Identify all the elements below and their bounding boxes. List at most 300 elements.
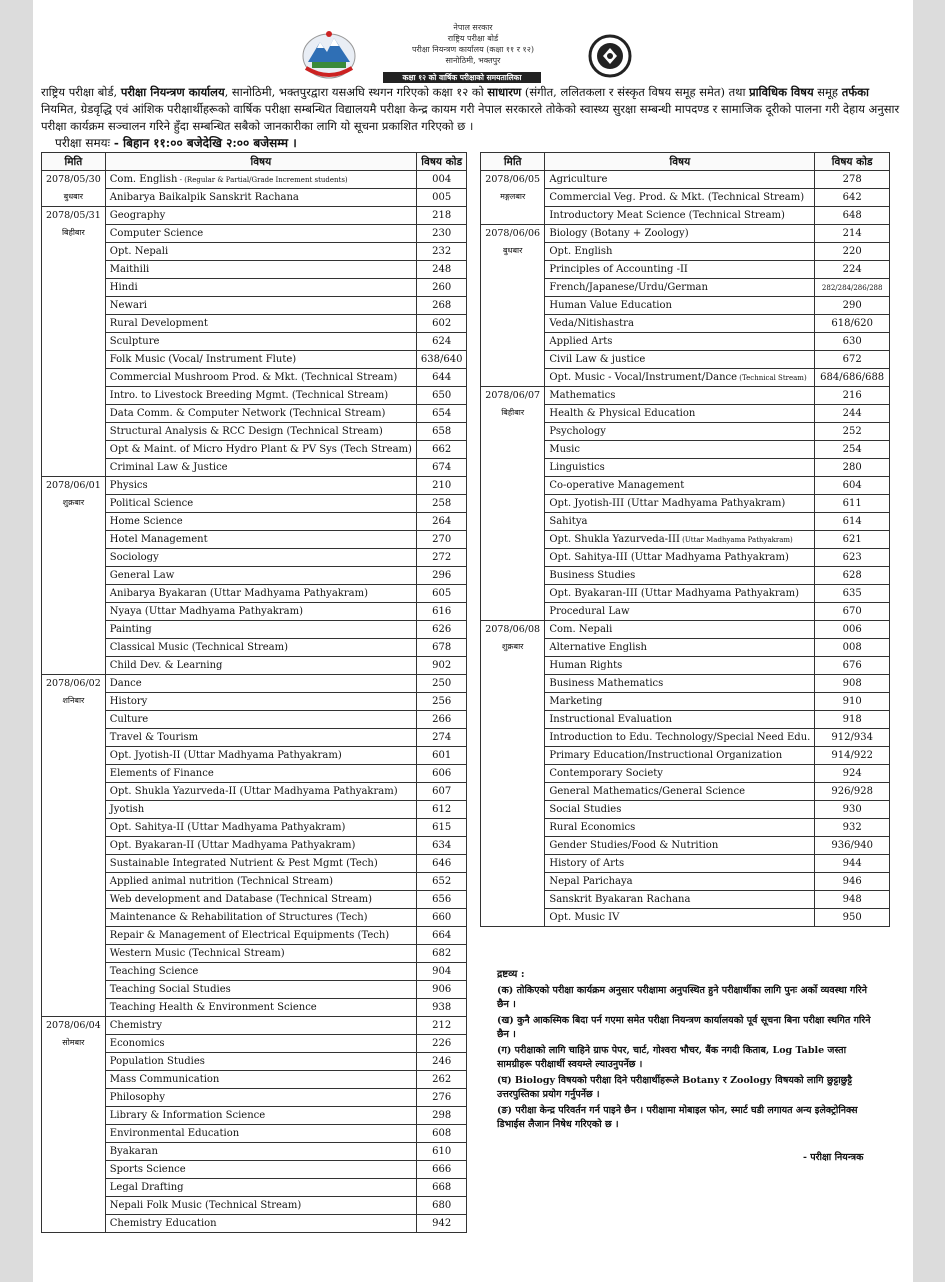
subject-code: 680 (416, 1197, 467, 1215)
subject-cell (545, 225, 815, 243)
table-row (42, 369, 467, 387)
intro-text: समूह (813, 85, 842, 99)
intro-text: नियमित, ग्रेडवृद्धि एवं आंशिक परीक्षार्थीहरूको वार्षिक परीक्षा सम्बन्धित विद्यालयमै परीक्षा केन्द्र कायम गरी नेपाल सरकारले तोकेको स्वास्थ्य सुरक्षा सम्बन्धी मापदण्ड र सामाजिक दूरीको पालना गरी देहाय अनुसार परीक्षा कार्यक्रम सञ्चालन गरिने हुँदा सम्बन्धित सबैको जानकारीका लागि यो सूचना प्रकाशित गरिएको छ । (41, 102, 900, 133)
subject-name: Data Comm. & Computer Network (Technical Stream) (109, 407, 386, 419)
table-row (42, 495, 467, 513)
subject-code: 256 (416, 693, 467, 711)
subject-cell (545, 837, 815, 855)
subject-cell (105, 1035, 416, 1053)
subject-cell (545, 405, 815, 423)
subject-cell (105, 279, 416, 297)
subject-code: 268 (416, 297, 467, 315)
subject-name: Physics (109, 479, 148, 491)
subject-code: 606 (416, 765, 467, 783)
table-row (481, 225, 890, 243)
table-row (42, 567, 467, 585)
subject-name: Linguistics (549, 461, 605, 473)
subject-name: Nepali Folk Music (Technical Stream) (109, 1199, 302, 1211)
subject-cell (105, 1161, 416, 1179)
subject-code: 648 (815, 207, 890, 225)
subject-cell (105, 531, 416, 549)
subject-code: 220 (815, 243, 890, 261)
subject-code: 658 (416, 423, 467, 441)
subject-name: Jyotish (109, 803, 145, 815)
subject-name: Teaching Health & Environment Science (109, 1001, 317, 1013)
subject-code: 246 (416, 1053, 467, 1071)
table-row (42, 693, 467, 711)
header-gov: नेपाल सरकार (453, 23, 493, 32)
subject-code: 668 (416, 1179, 467, 1197)
subject-cell (105, 765, 416, 783)
subject-code: 908 (815, 675, 890, 693)
subject-cell (105, 1053, 416, 1071)
subject-code: 674 (416, 459, 467, 477)
subject-code: 272 (416, 549, 467, 567)
exam-date: 2078/06/08 (485, 624, 541, 635)
subject-code: 250 (416, 675, 467, 693)
subject-code: 634 (416, 837, 467, 855)
table-row (42, 1017, 467, 1035)
subject-cell (105, 819, 416, 837)
subject-name: Commercial Mushroom Prod. & Mkt. (Technical Stream) (109, 371, 398, 383)
table-row (42, 531, 467, 549)
table-row (42, 1107, 467, 1125)
subject-code: 912/934 (815, 729, 890, 747)
subject-name: Anibarya Byakaran (Uttar Madhyama Pathyakram) (109, 587, 368, 599)
subject-code: 626 (416, 621, 467, 639)
subject-cell (545, 333, 815, 351)
subject-cell (545, 351, 815, 369)
subject-code: 004 (416, 171, 467, 189)
table-row (42, 1161, 467, 1179)
subject-cell (545, 585, 815, 603)
subject-cell (105, 405, 416, 423)
subject-code: 607 (416, 783, 467, 801)
subject-cell (105, 801, 416, 819)
subject-code: 232 (416, 243, 467, 261)
subject-code: 276 (416, 1089, 467, 1107)
exam-time-label: परीक्षा समयः (55, 136, 114, 150)
table-row (42, 837, 467, 855)
exam-time-value: - बिहान ११:०० बजेदेखि २:०० बजेसम्म । (113, 136, 297, 150)
table-row (42, 1179, 467, 1197)
table-row (42, 1125, 467, 1143)
subject-cell (105, 207, 416, 225)
subject-cell (545, 387, 815, 405)
subject-cell (545, 297, 815, 315)
subject-cell (105, 1143, 416, 1161)
col-date-header: मिति (481, 153, 545, 171)
subject-cell (105, 351, 416, 369)
subject-name: Population Studies (109, 1055, 205, 1067)
subject-name: Contemporary Society (549, 767, 663, 779)
subject-code: 604 (815, 477, 890, 495)
nepal-emblem-icon (300, 28, 358, 80)
note-item: (ख) कुनै आकस्मिक बिदा पर्न गएमा समेत परीक्षा नियन्त्रण कार्यालयको पूर्व सूचना बिना परीक्षा स्थगित गरिने छैन । (497, 1015, 871, 1040)
subject-code: 646 (416, 855, 467, 873)
table-row (42, 1071, 467, 1089)
subject-code: 918 (815, 711, 890, 729)
col-subject-header: विषय (545, 153, 815, 171)
subject-cell (105, 585, 416, 603)
subject-cell (105, 549, 416, 567)
subject-name: Teaching Social Studies (109, 983, 231, 995)
subject-name: Business Mathematics (549, 677, 664, 689)
exam-date: 2078/06/01 (46, 480, 101, 491)
subject-name: Instructional Evaluation (549, 713, 672, 725)
subject-cell (105, 333, 416, 351)
exam-date-cell (481, 387, 545, 621)
subject-name: Sociology (109, 551, 159, 563)
subject-name: Commercial Veg. Prod. & Mkt. (Technical Stream) (549, 191, 805, 203)
table-row (42, 333, 467, 351)
subject-name: Criminal Law & Justice (109, 461, 228, 473)
table-row (42, 657, 467, 675)
exam-date-cell (42, 1017, 106, 1233)
table-row (42, 963, 467, 981)
table-row (42, 279, 467, 297)
table-row (42, 981, 467, 999)
subject-cell (545, 369, 815, 387)
subject-code: 638/640 (416, 351, 467, 369)
subject-name: Agriculture (549, 173, 608, 185)
subject-cell (105, 477, 416, 495)
subject-name: Economics (109, 1037, 165, 1049)
table-row (42, 1197, 467, 1215)
subject-note: - (Regular & Partial/Grade Increment students) (177, 175, 348, 184)
subject-name: Geography (109, 209, 166, 221)
subject-cell (545, 261, 815, 279)
subject-code: 210 (416, 477, 467, 495)
subject-code: 676 (815, 657, 890, 675)
table-row (481, 387, 890, 405)
subject-code: 654 (416, 405, 467, 423)
table-row (42, 603, 467, 621)
subject-cell (545, 459, 815, 477)
subject-cell (105, 459, 416, 477)
subject-code: 610 (416, 1143, 467, 1161)
subject-name: Culture (109, 713, 149, 725)
subject-name: Gender Studies/Food & Nutrition (549, 839, 719, 851)
subject-note: (Uttar Madhyama Pathyakram) (679, 535, 793, 544)
table-row (42, 513, 467, 531)
subject-name: Elements of Finance (109, 767, 214, 779)
subject-name: Opt. Shukla Yazurveda-II (Uttar Madhyama Pathyakram) (109, 785, 398, 797)
notes-title: द्रष्टव्य : (497, 969, 525, 980)
subject-code: 666 (416, 1161, 467, 1179)
subject-name: Child Dev. & Learning (109, 659, 223, 671)
subject-cell (105, 171, 416, 189)
subject-cell (105, 873, 416, 891)
subject-code: 611 (815, 495, 890, 513)
subject-code: 216 (815, 387, 890, 405)
subject-name: Principles of Accounting -II (549, 263, 688, 275)
subject-name: Civil Law & justice (549, 353, 646, 365)
subject-name: Opt. Byakaran-II (Uttar Madhyama Pathyakram) (109, 839, 356, 851)
subject-name: Teaching Science (109, 965, 199, 977)
header-board: राष्ट्रिय परीक्षा बोर्ड (447, 34, 499, 43)
subject-code: 618/620 (815, 315, 890, 333)
subject-cell (545, 873, 815, 891)
exam-date-cell (481, 621, 545, 927)
subject-cell (545, 189, 815, 207)
table-row (42, 585, 467, 603)
subject-cell (545, 531, 815, 549)
subject-cell (545, 855, 815, 873)
subject-name: Opt. Music IV (549, 911, 620, 923)
subject-cell (545, 171, 815, 189)
table-row (42, 405, 467, 423)
subject-cell (545, 513, 815, 531)
subject-name: Folk Music (Vocal/ Instrument Flute) (109, 353, 297, 365)
subject-code: 914/922 (815, 747, 890, 765)
exam-day: बुधबार (502, 246, 523, 255)
table-row (42, 171, 467, 189)
subject-code: 910 (815, 693, 890, 711)
table-row (481, 171, 890, 189)
subject-name: Introductory Meat Science (Technical Stream) (549, 209, 785, 221)
subject-note: (Technical Stream) (737, 373, 807, 382)
subject-cell (545, 909, 815, 927)
subject-code: 932 (815, 819, 890, 837)
subject-cell (105, 783, 416, 801)
table-row (42, 891, 467, 909)
subject-name: Library & Information Science (109, 1109, 266, 1121)
subject-code: 270 (416, 531, 467, 549)
subject-code: 006 (815, 621, 890, 639)
subject-name: Alternative English (549, 641, 647, 653)
subject-cell (105, 567, 416, 585)
subject-code: 950 (815, 909, 890, 927)
subject-name: Health & Physical Education (549, 407, 696, 419)
subject-code: 621 (815, 531, 890, 549)
exam-date-cell (42, 675, 106, 1017)
subject-code: 664 (416, 927, 467, 945)
subject-code: 244 (815, 405, 890, 423)
subject-cell (105, 837, 416, 855)
subject-code: 005 (416, 189, 467, 207)
subject-code: 601 (416, 747, 467, 765)
table-row (42, 189, 467, 207)
subject-code: 948 (815, 891, 890, 909)
subject-cell (545, 801, 815, 819)
subject-cell (105, 963, 416, 981)
subject-name: French/Japanese/Urdu/German (549, 281, 708, 293)
subject-cell (105, 855, 416, 873)
exam-date: 2078/06/05 (485, 174, 541, 185)
table-row (42, 747, 467, 765)
col-code-header: विषय कोड (416, 153, 467, 171)
exam-day: शुक्रबार (501, 642, 524, 651)
table-row (42, 459, 467, 477)
col-subject-header: विषय (105, 153, 416, 171)
subject-code: 936/940 (815, 837, 890, 855)
exam-date-cell (481, 171, 545, 225)
table-row (42, 441, 467, 459)
exam-date-cell (42, 477, 106, 675)
subject-name: Structural Analysis & RCC Design (Technical Stream) (109, 425, 383, 437)
subject-cell (545, 747, 815, 765)
subject-name: Rural Development (109, 317, 208, 329)
subject-code: 296 (416, 567, 467, 585)
subject-cell (105, 747, 416, 765)
table-row (42, 1035, 467, 1053)
subject-code: 650 (416, 387, 467, 405)
subject-cell (105, 603, 416, 621)
table-row (42, 423, 467, 441)
subject-name: History (109, 695, 148, 707)
subject-cell (105, 495, 416, 513)
subject-name: Newari (109, 299, 147, 311)
table-row (42, 945, 467, 963)
table-row (42, 387, 467, 405)
subject-name: Intro. to Livestock Breeding Mgmt. (Technical Stream) (109, 389, 389, 401)
subject-code: 608 (416, 1125, 467, 1143)
subject-cell (545, 441, 815, 459)
subject-cell (545, 729, 815, 747)
subject-code: 904 (416, 963, 467, 981)
table-row (42, 315, 467, 333)
table-row (42, 297, 467, 315)
subject-code: 264 (416, 513, 467, 531)
table-row (42, 639, 467, 657)
schedule-table-left (41, 152, 467, 1233)
table-row (42, 243, 467, 261)
subject-code: 902 (416, 657, 467, 675)
subject-name: Western Music (Technical Stream) (109, 947, 285, 959)
table-row (42, 783, 467, 801)
subject-cell (105, 1017, 416, 1035)
subject-name: Veda/Nitishastra (549, 317, 634, 329)
subject-cell (545, 423, 815, 441)
note-item: (क) तोकिएको परीक्षा कार्यक्रम अनुसार परीक्षामा अनुपस्थित हुने परीक्षार्थीका लागि पुनः अर्को व्यवस्था गरिने छैन । (497, 985, 867, 1010)
subject-cell (545, 693, 815, 711)
subject-cell (545, 243, 815, 261)
subject-cell (105, 693, 416, 711)
table-row (42, 549, 467, 567)
exam-date: 2078/06/07 (485, 390, 541, 401)
subject-cell (105, 945, 416, 963)
intro-text: राष्ट्रिय परीक्षा बोर्ड, (41, 85, 121, 99)
subject-cell (105, 999, 416, 1017)
subject-code: 930 (815, 801, 890, 819)
subject-code: 946 (815, 873, 890, 891)
header-office: परीक्षा नियन्त्रण कार्यालय (कक्षा ११ र १२) (411, 45, 534, 54)
exam-day: मङ्गलबार (500, 192, 526, 201)
subject-code: 924 (815, 765, 890, 783)
subject-cell (105, 243, 416, 261)
subject-name: Music (549, 443, 580, 455)
subject-name: Sustainable Integrated Nutrient & Pest Mgmt (Tech) (109, 857, 378, 869)
subject-cell (105, 1071, 416, 1089)
table-row (42, 873, 467, 891)
subject-code: 282/284/286/288 (815, 279, 890, 297)
subject-name: Chemistry Education (109, 1217, 217, 1229)
subject-cell (105, 423, 416, 441)
subject-code: 670 (815, 603, 890, 621)
subject-cell (545, 621, 815, 639)
subject-code: 230 (416, 225, 467, 243)
table-row (42, 1053, 467, 1071)
subject-name: Opt. Shukla Yazurveda-III (549, 533, 680, 545)
subject-cell (105, 675, 416, 693)
subject-name: General Mathematics/General Science (549, 785, 745, 797)
subject-name: Psychology (549, 425, 606, 437)
subject-cell (105, 1125, 416, 1143)
table-row (481, 621, 890, 639)
subject-code: 642 (815, 189, 890, 207)
subject-name: Social Studies (549, 803, 622, 815)
subject-code: 218 (416, 207, 467, 225)
subject-code: 262 (416, 1071, 467, 1089)
subject-code: 678 (416, 639, 467, 657)
subject-code: 298 (416, 1107, 467, 1125)
subject-cell (105, 513, 416, 531)
subject-code: 278 (815, 171, 890, 189)
subject-code: 226 (416, 1035, 467, 1053)
subject-code: 682 (416, 945, 467, 963)
subject-name: Political Science (109, 497, 194, 509)
table-row (42, 819, 467, 837)
subject-code: 248 (416, 261, 467, 279)
table-row (42, 765, 467, 783)
subject-name: Sports Science (109, 1163, 186, 1175)
exam-day: बिहीबार (501, 408, 525, 417)
table-row (42, 855, 467, 873)
subject-code: 008 (815, 639, 890, 657)
subject-name: Opt. Music - Vocal/Instrument/Dance (549, 371, 738, 383)
subject-name: Home Science (109, 515, 183, 527)
table-row (42, 225, 467, 243)
subject-name: Sanskrit Byakaran Rachana (549, 893, 691, 905)
subject-name: Marketing (549, 695, 603, 707)
subject-name: Anibarya Baikalpik Sanskrit Rachana (109, 191, 299, 203)
subject-name: General Law (109, 569, 175, 581)
subject-name: Biology (Botany + Zoology) (549, 227, 689, 239)
subject-code: 612 (416, 801, 467, 819)
subject-code: 615 (416, 819, 467, 837)
table-row (42, 207, 467, 225)
note-item: (ग) परीक्षाको लागि चाहिने ग्राफ पेपर, चार्ट, गोश्वरा भौचर, बैंक नगदी किताब, Log Table जस्ता सामग्रीहरू परीक्षार्थी स्वयम्ले ल्याउनुपर्नेछ । (497, 1045, 847, 1070)
subject-name: Environmental Education (109, 1127, 240, 1139)
subject-code: 254 (815, 441, 890, 459)
subject-name: Philosophy (109, 1091, 165, 1103)
table-row (42, 477, 467, 495)
exam-date-cell (42, 171, 106, 207)
subject-name: Nyaya (Uttar Madhyama Pathyakram) (109, 605, 303, 617)
schedule-table-right (480, 152, 890, 927)
subject-name: Maithili (109, 263, 150, 275)
subject-code: 684/686/688 (815, 369, 890, 387)
subject-name: Opt. Byakaran-III (Uttar Madhyama Pathyakram) (549, 587, 799, 599)
table-row (42, 801, 467, 819)
subject-cell (105, 297, 416, 315)
subject-code: 224 (815, 261, 890, 279)
notice-sheet (33, 0, 913, 1282)
subject-name: Opt & Maint. of Micro Hydro Plant & PV Sys (Tech Stream) (109, 443, 412, 455)
table-row (42, 1143, 467, 1161)
subject-cell (105, 387, 416, 405)
subject-cell (105, 225, 416, 243)
exam-time (55, 134, 297, 151)
subject-name: Mass Communication (109, 1073, 220, 1085)
subject-cell (105, 1089, 416, 1107)
subject-name: Com. English (109, 173, 178, 185)
subject-cell (105, 891, 416, 909)
subject-cell (105, 261, 416, 279)
intro-bold: साधारण (487, 85, 522, 99)
subject-code: 906 (416, 981, 467, 999)
